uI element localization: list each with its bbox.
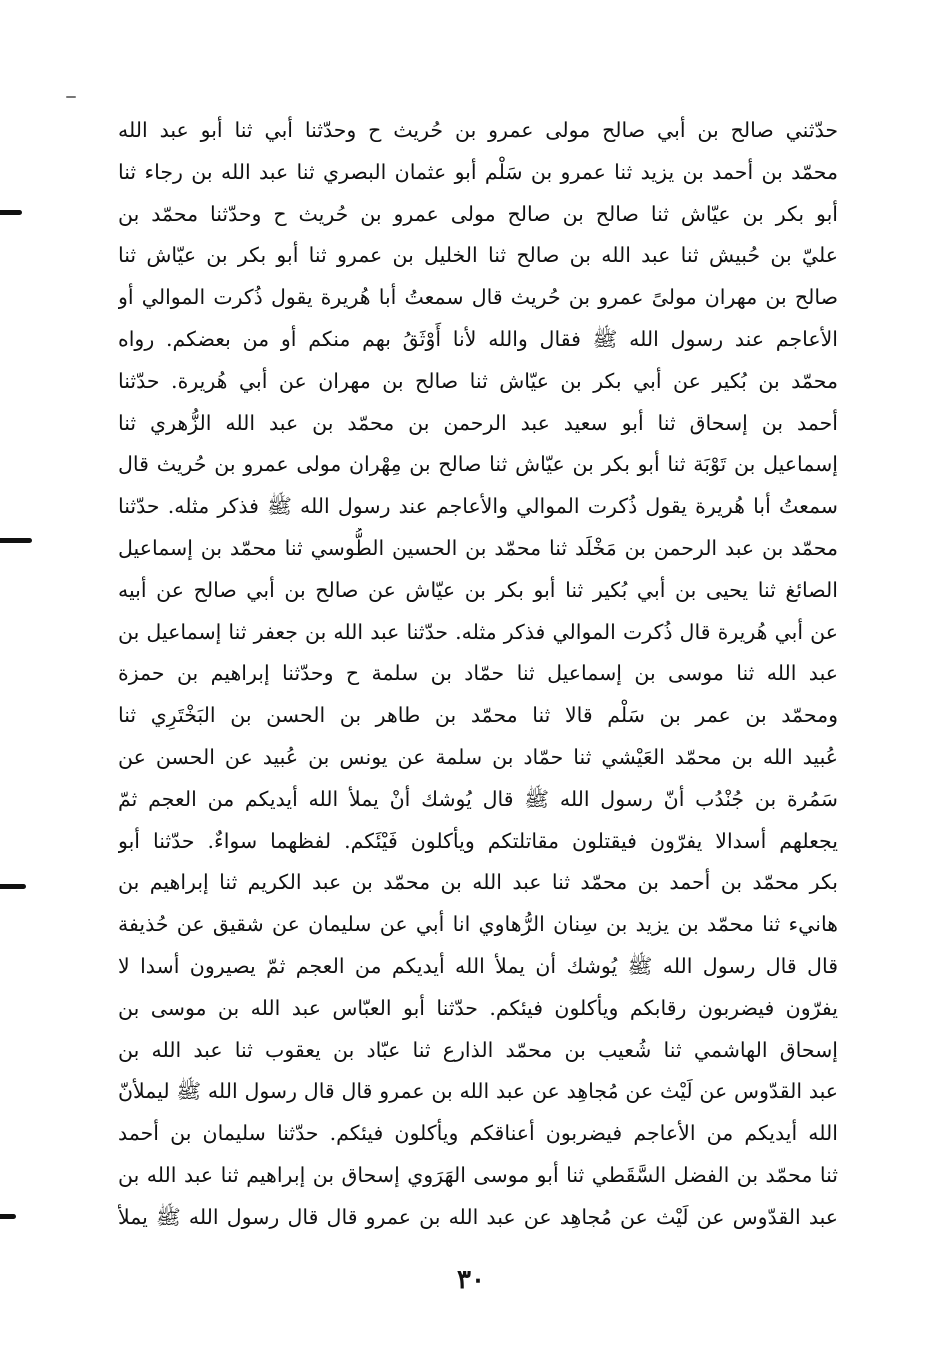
margin-scan-mark [0, 538, 32, 543]
text-line: قال قال رسول الله ﷺ يُوشك أن يملأ الله أيديكم من العجم ثمّ يصيرون أسدا لا [118, 953, 838, 978]
margin-scan-mark [0, 1214, 16, 1219]
text-line: يجعلهم أسدالا يفرّون فيقتلون مقاتلتكم ويأكلون فَيْئَكم. لفظهما سواءٌ. حدّثنا أبو [118, 828, 838, 853]
text-line: عبد القدّوس عن لَيْث عن مُجاهِد عن عبد الله بن عمرو قال قال رسول الله ﷺ ليملأنّ [118, 1079, 838, 1104]
body-text [118, 110, 838, 1239]
text-line: إسماعيل بن تَوْبَة ثنا أبو بكر بن عيّاش ثنا صالح بن مِهْران مولى عمرو بن حُريث قال [118, 452, 838, 477]
text-line: عبد الله ثنا موسى بن إسماعيل ثنا حمّاد بن سلمة ح وحدّثنا إبراهيم بن حمزة [118, 661, 838, 686]
text-line: محمّد بن أحمد بن يزيد ثنا عمرو بن سَلْم أبو عثمان البصري ثنا عبد الله بن رجاء ثنا [118, 159, 838, 184]
text-line: محمّد بن عبد الرحمن بن مَخْلَد ثنا محمّد بن الحسين الطُّوسي ثنا محمّد بن إسماعيل [118, 535, 838, 560]
text-line: الله أيديكم من الأعاجم فيضربون أعناقكم ويأكلون فيئكم. حدّثنا سليمان بن أحمد [118, 1121, 838, 1146]
page-number: ٣٠ [457, 1265, 485, 1295]
text-line: عليّ بن حُبيش ثنا عبد الله بن صالح ثنا الخليل بن عمرو ثنا أبو بكر بن عيّاش ثنا [118, 243, 838, 268]
text-line: محمّد بن بُكير عن أبي بكر بن عيّاش ثنا صالح بن مهران عن أبي هُريرة. حدّثنا [118, 368, 838, 393]
text-line: هانيء ثنا محمّد بن يزيد بن سِنان الرُّهاوي انا أبي عن سليمان عن شقيق عن حُذيفة [118, 912, 838, 937]
text-line: الصائغ ثنا يحيى بن أبي بُكير ثنا أبو بكر بن عيّاش عن صالح بن أبي صالح عن أبيه [118, 577, 838, 602]
text-line: يفرّون فيضربون رقابكم ويأكلون فيئكم. حدّثنا أبو العبّاس عبد الله بن موسى بن [118, 995, 838, 1020]
text-line: أحمد بن إسحاق ثنا أبو سعيد عبد الرحمن بن محمّد بن عبد الله الزُّهري ثنا [118, 410, 838, 435]
text-line: أبو بكر بن عيّاش ثنا صالح بن صالح مولى عمرو بن حُريث ح وحدّثنا محمّد بن [118, 201, 838, 226]
text-line: ومحمّد بن عمر بن سَلْم قالا ثنا محمّد بن طاهر بن الحسن بن البَخْتَرِي ثنا [118, 703, 838, 728]
text-line: حدّثني صالح بن أبي صالح مولى عمرو بن حُريث ح وحدّثنا أبي ثنا أبو عبد الله [118, 118, 838, 142]
text-line: سَمُرة بن جُنْدُب أنّ رسول الله ﷺ قال يُوشك أنْ يملأ الله أيديكم من العجم ثمّ [118, 786, 838, 811]
margin-scan-mark [0, 210, 22, 215]
text-line: عُبيد الله بن محمّد العَيْشي ثنا حمّاد بن سلمة عن يونس بن عُبيد عن الحسن عن [118, 744, 838, 769]
text-line: الأعاجم عند رسول الله ﷺ فقال والله لأنا أَوْثَقُ بهم منكم أو من بعضكم. رواه [118, 326, 838, 351]
text-line: إسحاق الهاشمي ثنا شُعيب بن محمّد الذارع ثنا عبّاد بن يعقوب ثنا عبد الله بن [118, 1037, 838, 1062]
text-line: صالح بن مهران مولىً عمرو بن حُريث قال سمعتُ أبا هُريرة يقول ذُكرت الموالي أو [118, 285, 838, 310]
text-line: عبد القدّوس عن لَيْث عن مُجاهِد عن عبد الله بن عمرو قال قال رسول الله ﷺ يملأ [118, 1204, 838, 1229]
text-line: ثنا محمّد بن الفضل السَّقَطي ثنا أبو موسى الهَرَوي إسحاق بن إبراهيم ثنا عبد الله بن [118, 1162, 838, 1187]
scan-speck [66, 96, 76, 98]
text-line: عن أبي هُريرة قال ذُكرت الموالي فذكر مثله. حدّثنا عبد الله بن جعفر ثنا إسماعيل بن [118, 619, 838, 644]
text-line: سمعتُ أبا هُريرة يقول ذُكرت الموالي والأعاجم عند رسول الله ﷺ فذكر مثله. حدّثنا [118, 494, 838, 519]
text-line: بكر محمّد بن أحمد بن محمّد ثنا عبد الله بن محمّد بن عبد الكريم ثنا إبراهيم بن [118, 870, 838, 895]
margin-scan-mark [0, 884, 26, 889]
